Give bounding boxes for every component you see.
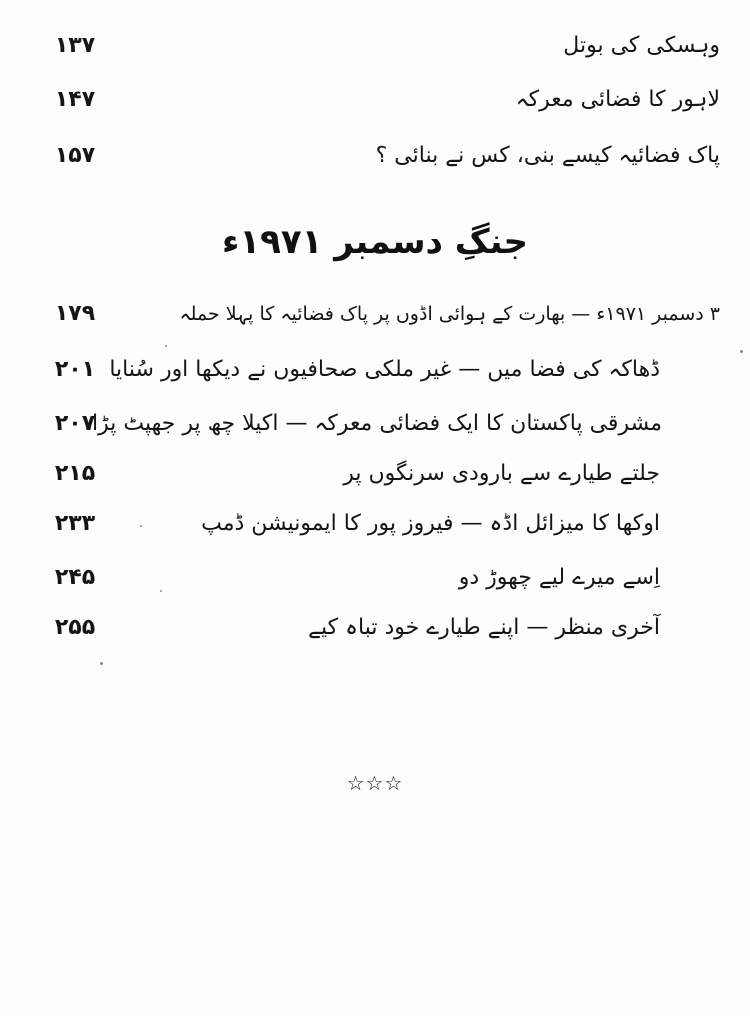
toc-entry-page-number: ۲۵۵ bbox=[54, 615, 96, 640]
toc-entry bbox=[0, 452, 750, 496]
scan-speck bbox=[740, 350, 743, 353]
toc-entry-page-number: ۱۴۷ bbox=[54, 87, 96, 112]
toc-entry-title: جلتے طیارے سے بارودی سرنگوں پر bbox=[343, 461, 660, 486]
toc-entry-title: وہسکی کی بوتل bbox=[563, 33, 720, 58]
toc-entry-page-number: ۲۳۳ bbox=[54, 511, 96, 536]
end-ornament-stars: ☆☆☆ bbox=[346, 771, 404, 795]
toc-entry-page-number: ۱۵۷ bbox=[54, 143, 96, 168]
toc-entry-title: پاک فضائیہ کیسے بنی، کس نے بنائی ؟ bbox=[375, 143, 720, 168]
toc-entry-title: ۳ دسمبر ۱۹۷۱ء — بھارت کے ہوائی اڈوں پر پاک فضائیہ کا پہلا حملہ bbox=[179, 303, 720, 325]
toc-entry-page-number: ۲۰۷ bbox=[54, 411, 96, 436]
toc-entry-page-number: ۲۱۵ bbox=[54, 461, 96, 486]
toc-entry bbox=[0, 134, 750, 178]
section-heading: جنگِ دسمبر ۱۹۷۱ء bbox=[222, 222, 528, 262]
toc-entry-page-number: ۱۳۷ bbox=[54, 33, 96, 58]
toc-entry-title: اوکھا کا میزائل اڈہ — فیروز پور کا ایمونیشن ڈمپ bbox=[201, 511, 660, 536]
scan-speck bbox=[160, 590, 162, 592]
toc-entry bbox=[0, 348, 750, 392]
toc-entry-page-number: ۲۰۱ bbox=[54, 357, 96, 382]
toc-entry-page-number: ۲۴۵ bbox=[54, 565, 96, 590]
toc-entry bbox=[0, 556, 750, 600]
toc-entry bbox=[0, 24, 750, 68]
toc-entry bbox=[0, 292, 750, 336]
toc-entry bbox=[0, 402, 750, 446]
toc-entry-title: اِسے میرے لیے چھوڑ دو bbox=[458, 565, 660, 590]
toc-entry bbox=[0, 606, 750, 650]
scan-speck bbox=[165, 345, 167, 347]
toc-entry bbox=[0, 502, 750, 546]
toc-entry-title: ڈھاکہ کی فضا میں — غیر ملکی صحافیوں نے دیکھا اور سُنایا bbox=[109, 357, 660, 382]
scan-speck bbox=[140, 525, 142, 527]
toc-entry-page-number: ۱۷۹ bbox=[54, 301, 96, 326]
toc-entry bbox=[0, 78, 750, 122]
toc-entry-title: مشرقی پاکستان کا ایک فضائی معرکہ — اکیلا چھ پر جھپٹ پڑا bbox=[92, 411, 662, 436]
scan-speck bbox=[100, 662, 103, 665]
toc-entry-title: لاہور کا فضائی معرکہ bbox=[515, 87, 720, 112]
toc-entry-title: آخری منظر — اپنے طیارے خود تباہ کیے bbox=[308, 615, 660, 640]
